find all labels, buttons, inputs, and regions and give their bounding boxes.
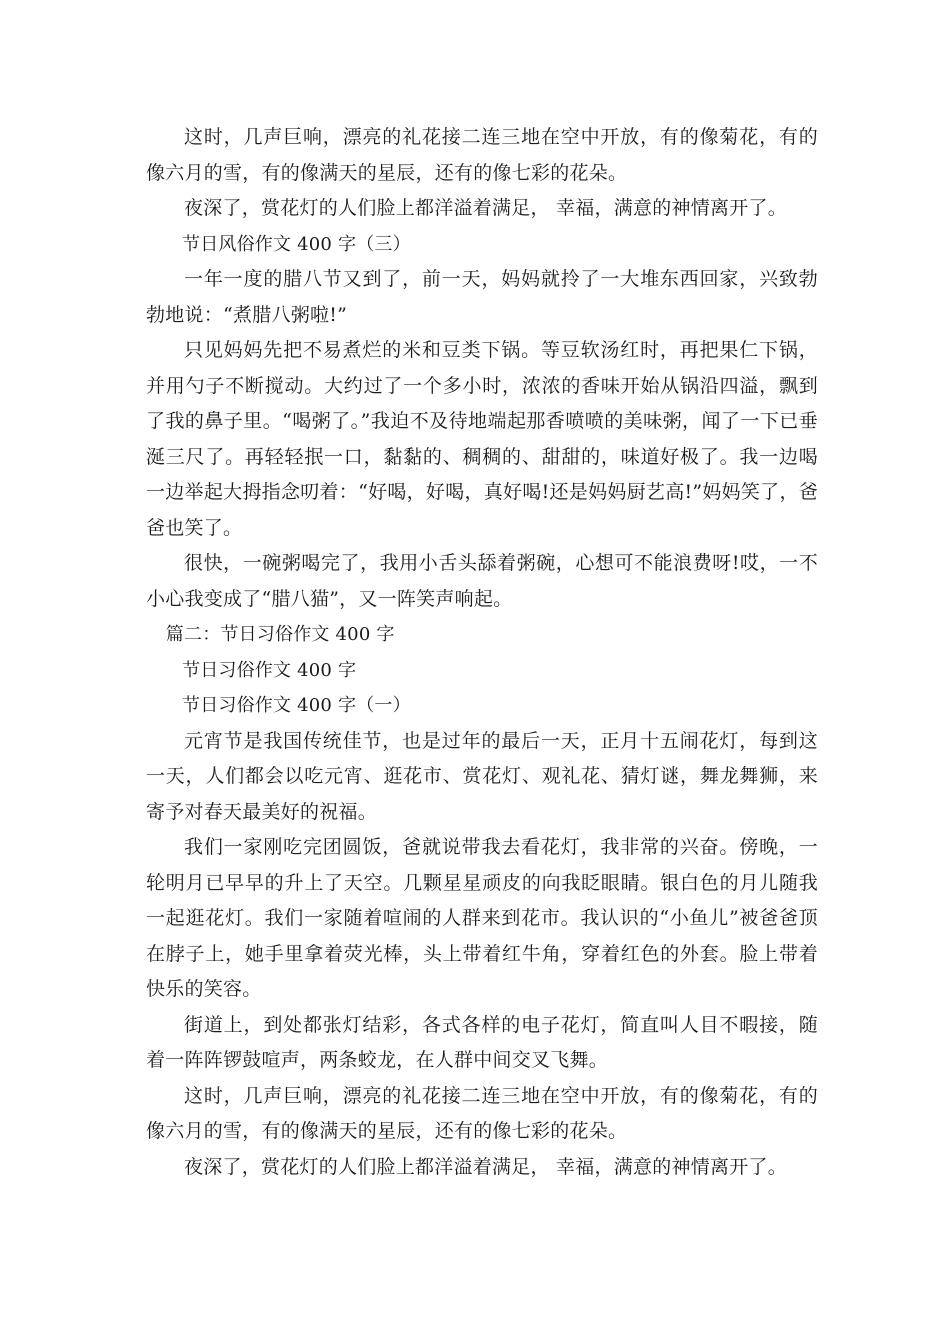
paragraph-fireworks-1: 这时，几声巨响，漂亮的礼花接二连三地在空中开放，有的像菊花，有的像六月的雪，有的像满天的星辰，还有的像七彩的花朵。 [146,126,818,184]
heading-festival-habit: 节日习俗作文 400 字 [182,659,357,681]
paragraph-fireworks-2: 这时，几声巨响，漂亮的礼花接二连三地在空中开放，有的像菊花，有的像六月的雪，有的像满天的星辰，还有的像七彩的花朵。 [146,1084,818,1142]
paragraph-laba-cat: 很快，一碗粥喝完了，我用小舌头舔着粥碗，心想可不能浪费呀!哎，一不小心我变成了“腊八猫”，又一阵笑声响起。 [146,552,818,610]
heading-part-two: 篇二：节日习俗作文 400 字 [165,624,395,645]
paragraph-lantern-family: 我们一家刚吃完团圆饭，爸就说带我去看花灯，我非常的兴奋。傍晚，一轮明月已早早的升上了天空。几颗星星顽皮的向我眨眼睛。银白色的月儿随我一起逛花灯。我们一家随着喧闹的人群来到花市。我认识的“小鱼儿”被爸爸顶在脖子上，她手里拿着荧光棒，头上带着红牛角，穿着红色的外套。脸上带着快乐的笑容。 [146,836,818,1000]
document-body [146,120,818,1185]
heading-festival-habit-1: 节日习俗作文 400 字（一） [182,695,411,716]
paragraph-lantern-intro: 元宵节是我国传统佳节，也是过年的最后一天，正月十五闹花灯，每到这一天，人们都会以吃元宵、逛花市、赏花灯、观礼花、猜灯谜，舞龙舞狮，来寄予对春天最美好的祝福。 [146,729,818,823]
heading-festival-custom-3: 节日风俗作文 400 字（三） [182,233,411,255]
paragraph-laba-intro: 一年一度的腊八节又到了，前一天，妈妈就拎了一大堆东西回家，兴致勃勃地说：“煮腊八粥啦!” [146,268,818,326]
paragraph-street: 街道上，到处都张灯结彩，各式各样的电子花灯，简直叫人目不暇接，随着一阵阵锣鼓喧声，两条蛟龙，在人群中间交叉飞舞。 [146,1013,818,1071]
paragraph-laba-cooking: 只见妈妈先把不易煮烂的米和豆类下锅。等豆软汤红时，再把果仁下锅，并用勺子不断搅动。大约过了一个多小时，浓浓的香味开始从锅沿四溢，飘到了我的鼻子里。“喝粥了。”我迫不及待地端起那香喷喷的美味粥，闻了一下已垂涎三尺了。再轻轻抿一口，黏黏的、稠稠的、甜甜的，味道好极了。我一边喝一边举起大拇指念叨着：“好喝，好喝，真好喝!还是妈妈厨艺高!”妈妈笑了，爸爸也笑了。 [146,339,818,539]
paragraph-night-2: 夜深了，赏花灯的人们脸上都洋溢着满足， 幸福，满意的神情离开了。 [184,1155,788,1178]
paragraph-night-1: 夜深了，赏花灯的人们脸上都洋溢着满足， 幸福，满意的神情离开了。 [184,197,788,219]
